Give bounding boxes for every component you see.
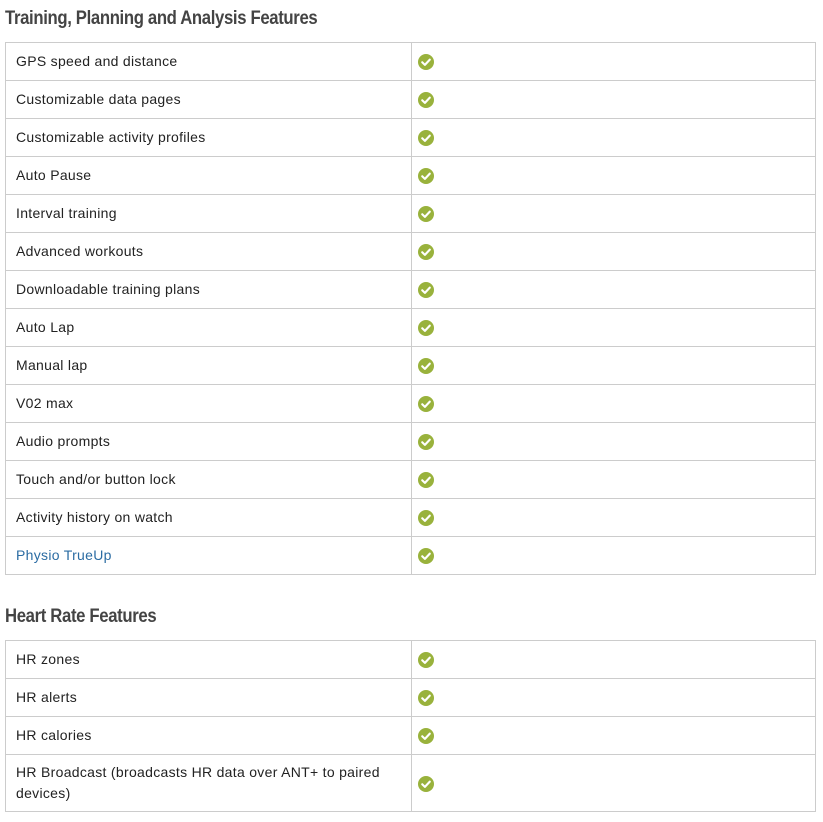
table-row [6, 755, 816, 812]
feature-label: HR calories [16, 727, 92, 743]
table-row [6, 461, 816, 499]
feature-label: Activity history on watch [16, 509, 173, 525]
feature-value-cell [412, 461, 816, 499]
feature-label: Customizable activity profiles [16, 129, 206, 145]
feature-label: Customizable data pages [16, 91, 181, 107]
feature-value-cell [412, 195, 816, 233]
table-row [6, 423, 816, 461]
feature-value-cell [412, 537, 816, 575]
feature-label: Downloadable training plans [16, 281, 200, 297]
table-row [6, 641, 816, 679]
feature-label-cell [6, 119, 412, 157]
table-row [6, 537, 816, 575]
check-icon [418, 776, 434, 792]
check-icon [418, 472, 434, 488]
feature-label-cell [6, 499, 412, 537]
feature-value-cell [412, 755, 816, 812]
table-row [6, 233, 816, 271]
feature-value-cell [412, 157, 816, 195]
table-row [6, 679, 816, 717]
table-row [6, 157, 816, 195]
feature-label: Auto Pause [16, 167, 92, 183]
check-icon [418, 690, 434, 706]
feature-label-cell [6, 717, 412, 755]
feature-value-cell [412, 309, 816, 347]
feature-value-cell [412, 119, 816, 157]
feature-label: Manual lap [16, 357, 88, 373]
check-icon [418, 548, 434, 564]
feature-label-cell [6, 81, 412, 119]
check-icon [418, 130, 434, 146]
feature-label-cell [6, 347, 412, 385]
check-icon [418, 728, 434, 744]
feature-label: HR zones [16, 651, 80, 667]
feature-value-cell [412, 499, 816, 537]
feature-label-cell [6, 233, 412, 271]
feature-value-cell [412, 717, 816, 755]
feature-label-cell [6, 537, 412, 575]
table-row [6, 499, 816, 537]
table-row [6, 717, 816, 755]
table-row [6, 271, 816, 309]
check-icon [418, 54, 434, 70]
check-icon [418, 206, 434, 222]
check-icon [418, 320, 434, 336]
feature-value-cell [412, 385, 816, 423]
feature-label-cell [6, 679, 412, 717]
feature-label-cell [6, 157, 412, 195]
feature-label: Touch and/or button lock [16, 471, 176, 487]
table-row [6, 385, 816, 423]
table-row [6, 347, 816, 385]
table-row [6, 43, 816, 81]
section-title-training: Training, Planning and Analysis Features [5, 8, 318, 29]
feature-label-cell [6, 755, 412, 812]
feature-label: V02 max [16, 395, 74, 411]
feature-label: Auto Lap [16, 319, 75, 335]
feature-label-cell [6, 309, 412, 347]
feature-value-cell [412, 347, 816, 385]
feature-value-cell [412, 641, 816, 679]
feature-value-cell [412, 679, 816, 717]
table-row [6, 309, 816, 347]
check-icon [418, 434, 434, 450]
check-icon [418, 652, 434, 668]
training-features-table [5, 42, 816, 575]
feature-label-cell [6, 423, 412, 461]
feature-label-cell [6, 271, 412, 309]
feature-value-cell [412, 423, 816, 461]
check-icon [418, 92, 434, 108]
feature-label: Audio prompts [16, 433, 111, 449]
feature-value-cell [412, 81, 816, 119]
feature-label-cell [6, 195, 412, 233]
table-row [6, 195, 816, 233]
heart-rate-features-table [5, 640, 816, 812]
feature-value-cell [412, 43, 816, 81]
table-row [6, 119, 816, 157]
feature-label: Interval training [16, 205, 117, 221]
check-icon [418, 282, 434, 298]
feature-link[interactable]: Physio TrueUp [16, 547, 112, 563]
feature-label-cell [6, 641, 412, 679]
check-icon [418, 244, 434, 260]
feature-value-cell [412, 233, 816, 271]
table-row [6, 81, 816, 119]
check-icon [418, 168, 434, 184]
check-icon [418, 358, 434, 374]
feature-label-cell [6, 385, 412, 423]
check-icon [418, 510, 434, 526]
feature-label: Advanced workouts [16, 243, 144, 259]
feature-label-cell [6, 43, 412, 81]
feature-label-cell [6, 461, 412, 499]
check-icon [418, 396, 434, 412]
feature-label: GPS speed and distance [16, 53, 178, 69]
feature-label: HR Broadcast (broadcasts HR data over ANT+ to paired devices) [16, 764, 380, 801]
feature-value-cell [412, 271, 816, 309]
feature-label: HR alerts [16, 689, 78, 705]
section-title-heart-rate: Heart Rate Features [5, 606, 157, 627]
